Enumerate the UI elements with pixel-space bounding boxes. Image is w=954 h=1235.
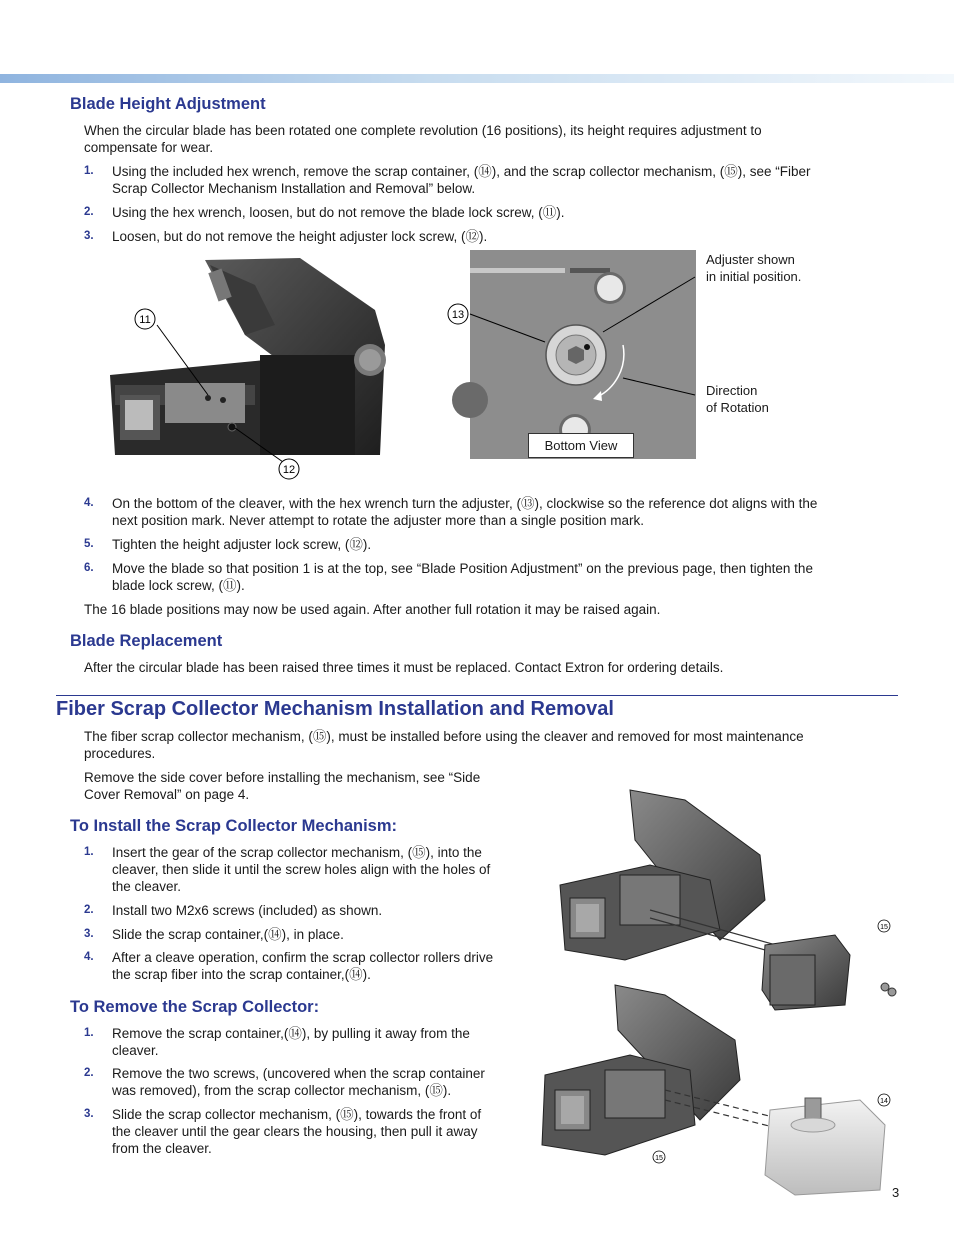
fiber-scrap-heading: Fiber Scrap Collector Mechanism Installation and Removal (56, 698, 614, 720)
callout-12: 12 (282, 464, 296, 476)
blade-replacement-heading: Blade Replacement (70, 632, 223, 650)
step-number: 3. (84, 1108, 94, 1120)
page-number: 3 (892, 1185, 900, 1200)
step-number: 3. (84, 928, 94, 940)
bottom-view-photo (445, 250, 705, 462)
direction-label-line1: Direction (706, 383, 758, 398)
remove-cover-line2: Cover Removal” on page 4. (84, 787, 250, 802)
step-text-line1: On the bottom of the cleaver, with the hex wrench turn the adjuster, (⑬), clockwise so the reference dot aligns with the (112, 496, 818, 511)
step-number: 2. (84, 1067, 94, 1079)
bottom-view-label: Bottom View (528, 433, 634, 458)
step-text-line1: Remove the two screws, (uncovered when the scrap container (112, 1066, 485, 1081)
cleaver-blade-photo (105, 255, 395, 480)
step-text: Loosen, but do not remove the height adjuster lock screw, (⑫). (112, 229, 488, 244)
blade-height-closing: The 16 blade positions may now be used again. After another full rotation it may be raised again. (84, 602, 661, 617)
remove-heading: To Remove the Scrap Collector: (70, 998, 320, 1016)
remove-cover-line1: Remove the side cover before installing the mechanism, see “Side (84, 770, 481, 785)
step-text: Slide the scrap container,(⑭), in place. (112, 927, 344, 942)
step-text-line2: cleaver. (112, 1043, 159, 1058)
step-text-line1: Insert the gear of the scrap collector mechanism, (⑮), into the (112, 845, 482, 860)
install-heading: To Install the Scrap Collector Mechanism: (70, 817, 398, 835)
adjuster-label-line2: in initial position. (706, 269, 802, 284)
step-number: 1. (84, 1027, 94, 1039)
blade-height-intro-line1: When the circular blade has been rotated one complete revolution (16 positions), its height requires adjustment to (84, 123, 762, 138)
fiber-scrap-intro-line2: procedures. (84, 746, 156, 761)
callout-15-top: 15 (880, 924, 888, 931)
step-text-line2: Scrap Collector Mechanism Installation and Removal” below. (112, 181, 476, 196)
step-text: Install two M2x6 screws (included) as shown. (112, 903, 383, 918)
step-text-line2: the cleaver until the gear clears the housing, then pull it away (112, 1124, 478, 1139)
step-text-line1: Remove the scrap container,(⑭), by pulling it away from the (112, 1026, 470, 1041)
direction-label-line2: of Rotation (706, 400, 769, 415)
callout-11: 11 (139, 314, 151, 326)
step-text-line2: blade lock screw, (⑪). (112, 578, 245, 593)
step-number: 4. (84, 497, 94, 509)
step-text-line1: After a cleave operation, confirm the scrap collector rollers drive (112, 950, 494, 965)
step-number: 2. (84, 206, 94, 218)
step-text-line3: from the cleaver. (112, 1141, 212, 1156)
direction-label (706, 382, 769, 416)
callout-14: 14 (880, 1098, 888, 1105)
step-number: 3. (84, 230, 94, 242)
callout-15-bottom: 15 (655, 1155, 663, 1162)
step-text-line2: cleaver, then slide it until the screw holes align with the holes of (112, 862, 491, 877)
step-text-line3: the cleaver. (112, 879, 182, 894)
step-number: 5. (84, 538, 94, 550)
adjuster-label-line1: Adjuster shown (706, 252, 795, 267)
step-number: 2. (84, 904, 94, 916)
step-text-line2: was removed), from the scrap collector mechanism, (⑮). (112, 1083, 452, 1098)
blade-height-heading: Blade Height Adjustment (70, 95, 266, 113)
step-text: Using the hex wrench, loosen, but do not remove the blade lock screw, (⑪). (112, 205, 565, 220)
scrap-collector-illustration (530, 780, 900, 1200)
fiber-scrap-intro-line1: The fiber scrap collector mechanism, (⑮), must be installed before using the cleaver and removed for most maintenance (84, 729, 804, 744)
step-number: 6. (84, 562, 94, 574)
blade-replacement-text: After the circular blade has been raised three times it must be replaced. Contact Extron for ordering details. (84, 660, 724, 675)
step-text-line1: Slide the scrap collector mechanism, (⑮), towards the front of (112, 1107, 482, 1122)
step-number: 1. (84, 165, 94, 177)
section-rule (56, 695, 898, 696)
step-text-line1: Using the included hex wrench, remove the scrap container, (⑭), and the scrap collector mechanism, (⑮), see “Fiber (112, 164, 811, 179)
blade-height-intro-line2: compensate for wear. (84, 140, 214, 155)
step-number: 4. (84, 951, 94, 963)
step-number: 1. (84, 846, 94, 858)
callout-13: 13 (451, 309, 465, 321)
header-gradient-bar (0, 74, 954, 83)
step-text-line2: the scrap fiber into the scrap container,(⑭). (112, 967, 371, 982)
step-text: Tighten the height adjuster lock screw, (⑫). (112, 537, 372, 552)
step-text-line1: Move the blade so that position 1 is at the top, see “Blade Position Adjustment” on the previous page, then tighten the (112, 561, 813, 576)
adjuster-label (706, 251, 801, 285)
step-text-line2: next position mark. Never attempt to rotate the adjuster more than a single position mark. (112, 513, 645, 528)
